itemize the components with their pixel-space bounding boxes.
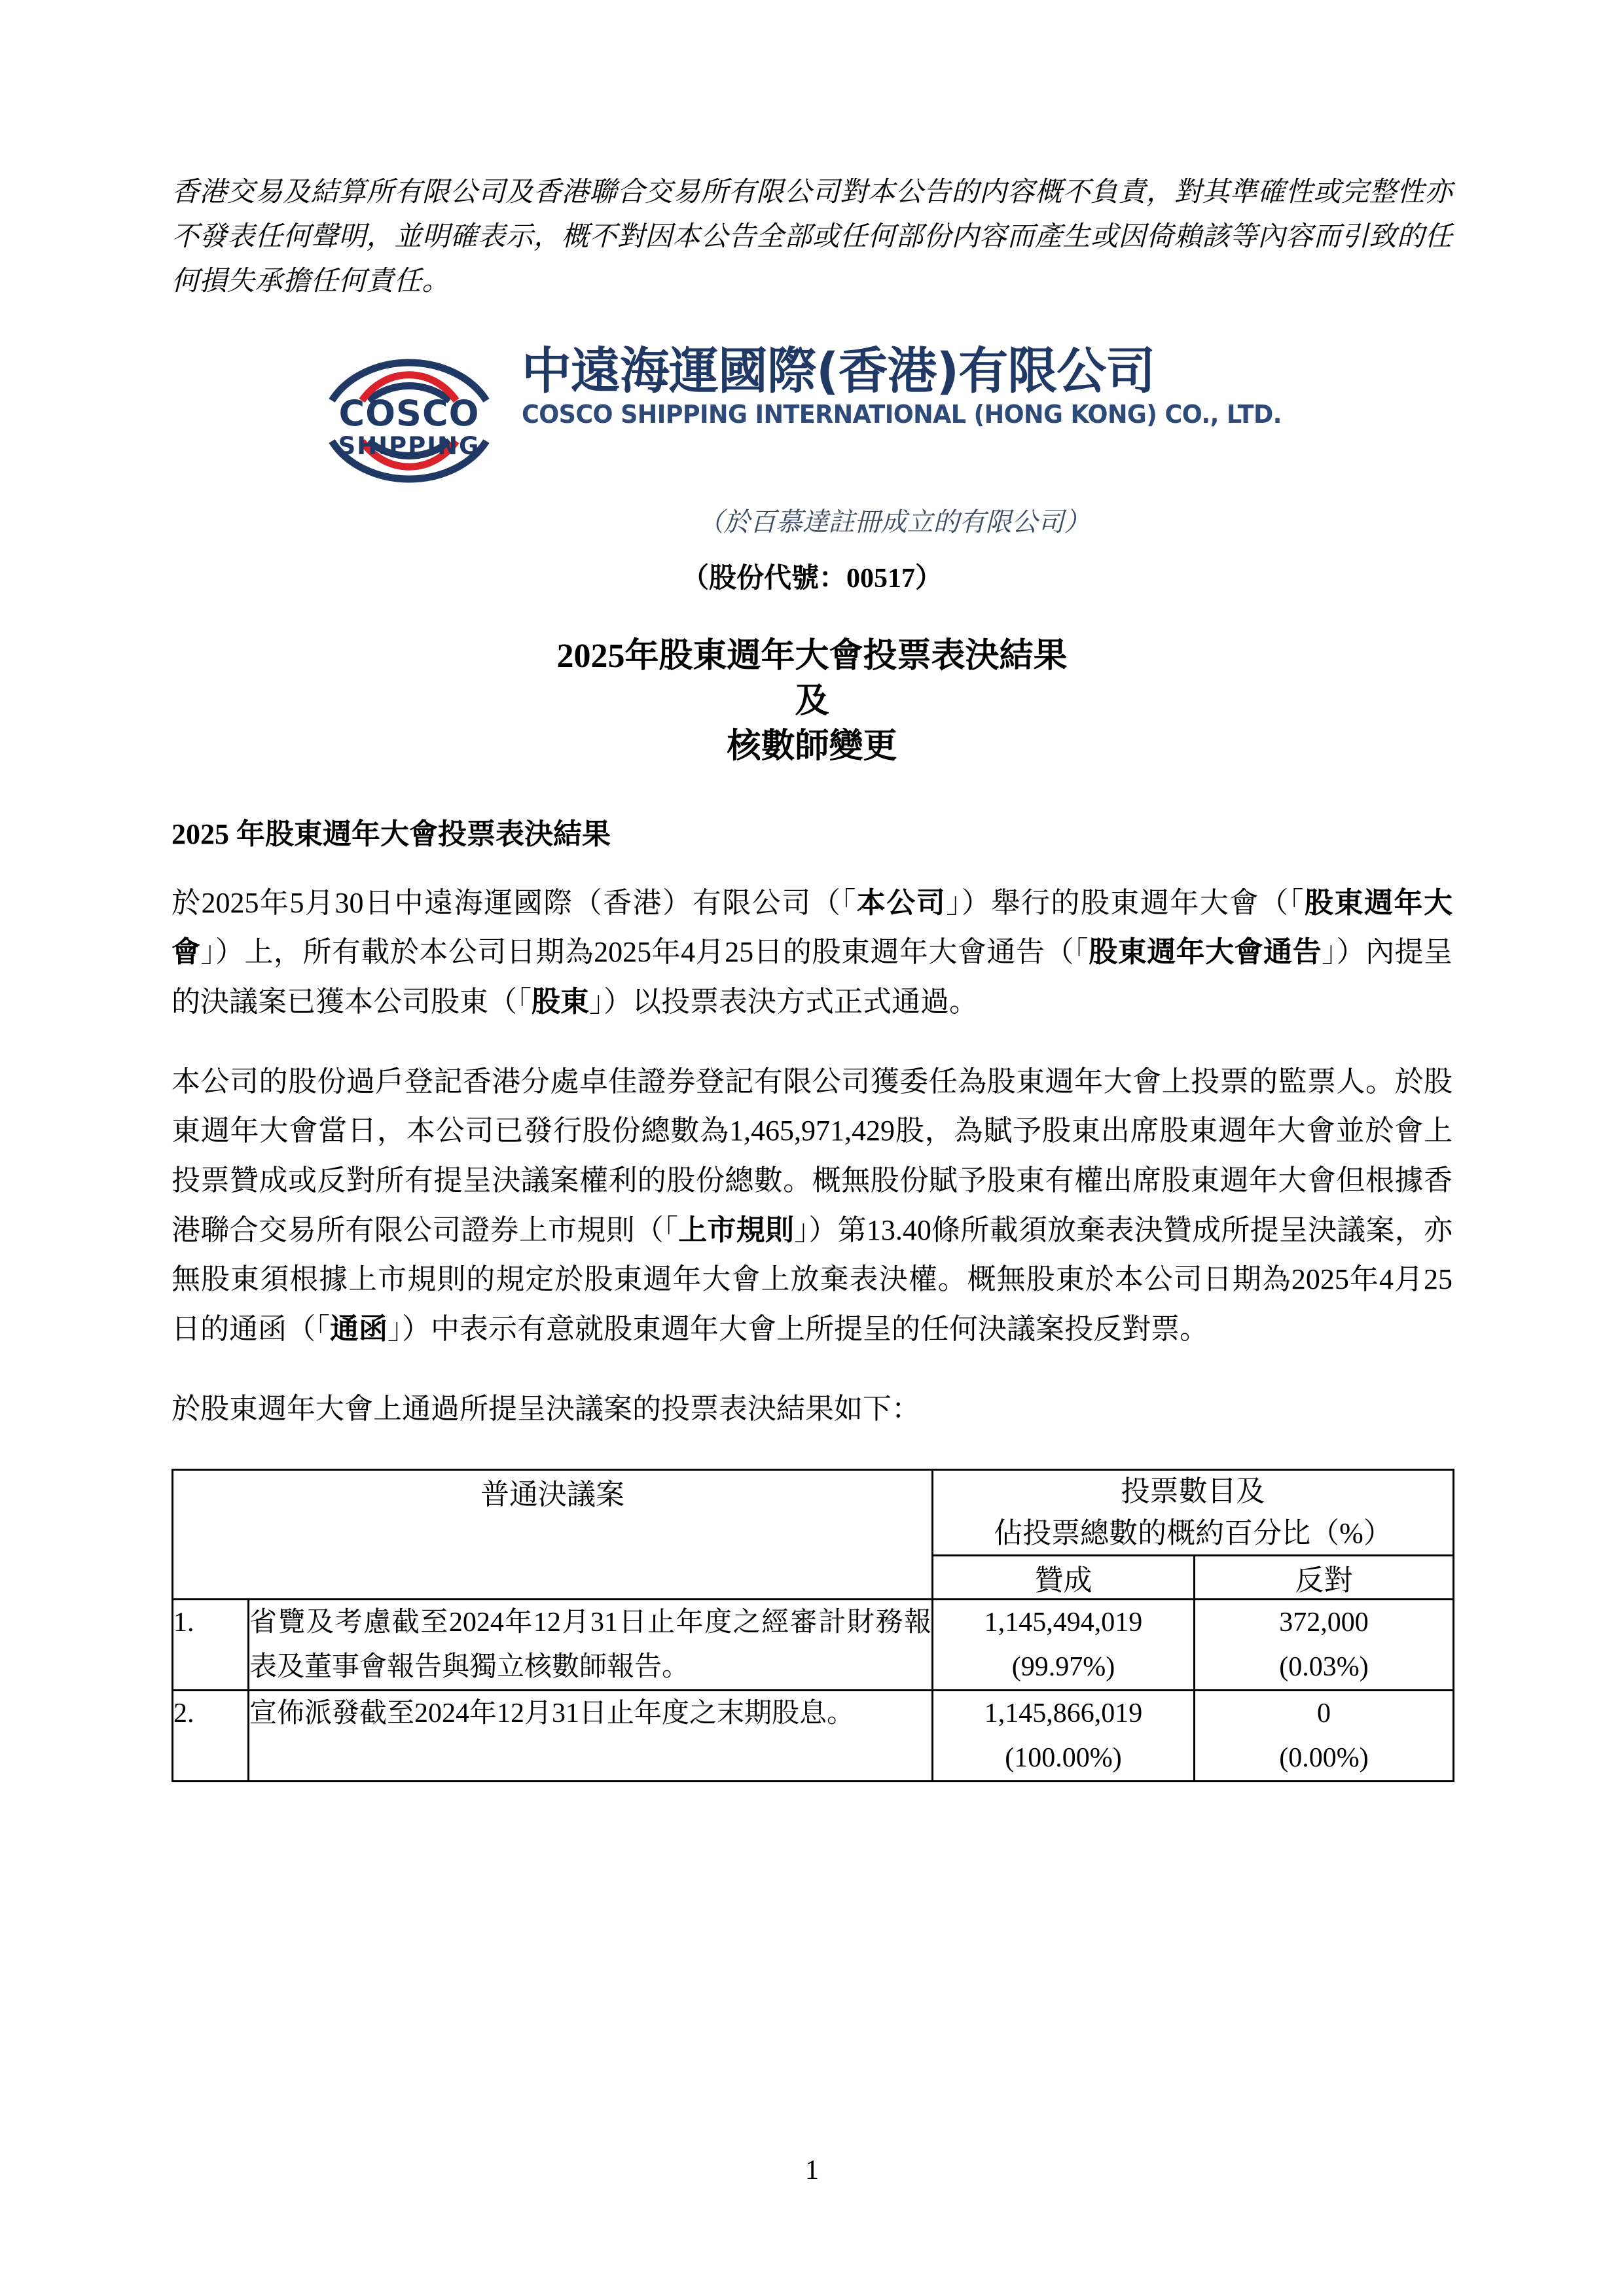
paragraph-results-intro: 於股東週年大會上通過所提呈決議案的投票表決結果如下： — [171, 1392, 920, 1425]
row-1-for-count: 1,145,494,019 — [984, 1607, 1143, 1638]
term-circular: 通函 — [330, 1312, 388, 1345]
logo-word-cosco: COSCO — [338, 393, 480, 435]
term-company: 本公司 — [856, 886, 947, 919]
term-shareholders: 股東 — [532, 985, 589, 1018]
p1-part2: 」）舉行的股東週年大會（「 — [946, 886, 1305, 919]
p1-part4: 」）內提呈的決議案已獲本公司股東（「 — [171, 936, 1453, 1018]
row-2-against-count: 0 — [1317, 1698, 1331, 1729]
row-2-number: 2. — [173, 1690, 249, 1781]
header-votes-line-2: 佔投票總數的概約百分比（%） — [994, 1517, 1392, 1550]
paragraph-scrutineer-shares — [171, 1057, 1453, 1354]
header-votes-for: 贊成 — [933, 1555, 1195, 1599]
table-row — [173, 1599, 1454, 1690]
p1-part3: 」）上，所有載於本公司日期為2025年4月25日的股東週年大會通告（「 — [200, 936, 1089, 969]
p2-part2: 」）第13.40條所載須放棄表決贊成所提呈決議案，亦無股東須根據上市規則的規定於股東週年大會上放棄表決權。概無股東於本公司日期為2025年4月25日的通函（「 — [171, 1213, 1453, 1345]
p1-part1: 於2025年5月30日中遠海運國際（香港）有限公司（「 — [171, 886, 857, 919]
table-header-row-1 — [173, 1470, 1454, 1556]
row-1-number: 1. — [173, 1599, 249, 1690]
stock-code: （股份代號：00517） — [681, 564, 943, 594]
incorporation-note: （於百慕達註冊成立的有限公司） — [697, 507, 1091, 537]
header-votes-against: 反對 — [1195, 1555, 1454, 1599]
section-heading-agm-results: 2025 年股東週年大會投票表決結果 — [171, 817, 611, 850]
row-2-for-percent: (100.00%) — [1005, 1742, 1122, 1773]
header-ordinary-resolutions: 普通決議案 — [173, 1470, 933, 1600]
paragraph-agm-passed — [171, 878, 1453, 1027]
term-listing-rules: 上市規則 — [678, 1213, 795, 1246]
logo-row — [171, 334, 1453, 503]
term-agm-notice: 股東週年大會通告 — [1089, 936, 1322, 969]
row-2-votes-for — [933, 1690, 1195, 1781]
company-name-chinese: 中遠海運國際(香港)有限公司 — [521, 342, 1155, 401]
table-row — [173, 1690, 1454, 1781]
letterhead — [171, 334, 1453, 596]
row-2-resolution-text: 宣佈派發截至2024年12月31日止年度之末期股息。 — [249, 1690, 933, 1781]
company-name-english: COSCO SHIPPING INTERNATIONAL (HONG KONG) CO., LTD. — [521, 400, 1282, 429]
page-title — [171, 634, 1453, 769]
row-2-votes-against — [1195, 1690, 1454, 1781]
row-2-for-count: 1,145,866,019 — [984, 1698, 1143, 1729]
header-votes-line-1: 投票數目及 — [1121, 1475, 1265, 1508]
page-number: 1 — [805, 2155, 819, 2185]
row-1-votes-for — [933, 1599, 1195, 1690]
cosco-shipping-logo-icon — [311, 338, 507, 503]
header-votes-group — [933, 1470, 1454, 1556]
row-1-for-percent: (99.97%) — [1011, 1651, 1115, 1682]
title-line-3: 核數師變更 — [727, 728, 897, 766]
voting-results-table — [171, 1469, 1454, 1782]
logo-word-shipping: SHIPPING — [338, 432, 480, 461]
row-1-votes-against — [1195, 1599, 1454, 1690]
row-1-resolution-text: 省覽及考慮截至2024年12月31日止年度之經審計財務報表及董事會報告與獨立核數師報告。 — [249, 1599, 933, 1690]
row-2-against-percent: (0.00%) — [1279, 1742, 1369, 1773]
term-agm: 股東週年大會 — [171, 886, 1453, 969]
p2-part1: 本公司的股份過戶登記香港分處卓佳證券登記有限公司獲委任為股東週年大會上投票的監票人。於股東週年大會當日，本公司已發行股份總數為1,465,971,429股，為賦予股東出席股東週年大會並於會上投票贊成或反對所有提呈決議案權利的股份總數。概無股份賦予股東有權出席股東週年大會但根據香港聯合交易所有限公司證券上市規則（「 — [171, 1065, 1453, 1246]
row-1-against-count: 372,000 — [1279, 1607, 1369, 1638]
title-line-1: 2025年股東週年大會投票表決結果 — [556, 637, 1068, 675]
row-1-against-percent: (0.03%) — [1279, 1651, 1369, 1682]
hkex-disclaimer: 香港交易及結算所有限公司及香港聯合交易所有限公司對本公告的内容概不負責，對其準確性或完整性亦不發表任何聲明，並明確表示，概不對因本公告全部或任何部份内容而產生或因倚賴該等內容而引致的任何損失承擔任何責任。 — [171, 177, 1453, 297]
company-name-block — [522, 334, 1313, 429]
p2-part3: 」）中表示有意就股東週年大會上所提呈的任何決議案投反對票。 — [388, 1312, 1208, 1345]
title-line-2: 及 — [795, 683, 829, 721]
p1-part5: 」）以投票表決方式正式通過。 — [589, 985, 978, 1018]
